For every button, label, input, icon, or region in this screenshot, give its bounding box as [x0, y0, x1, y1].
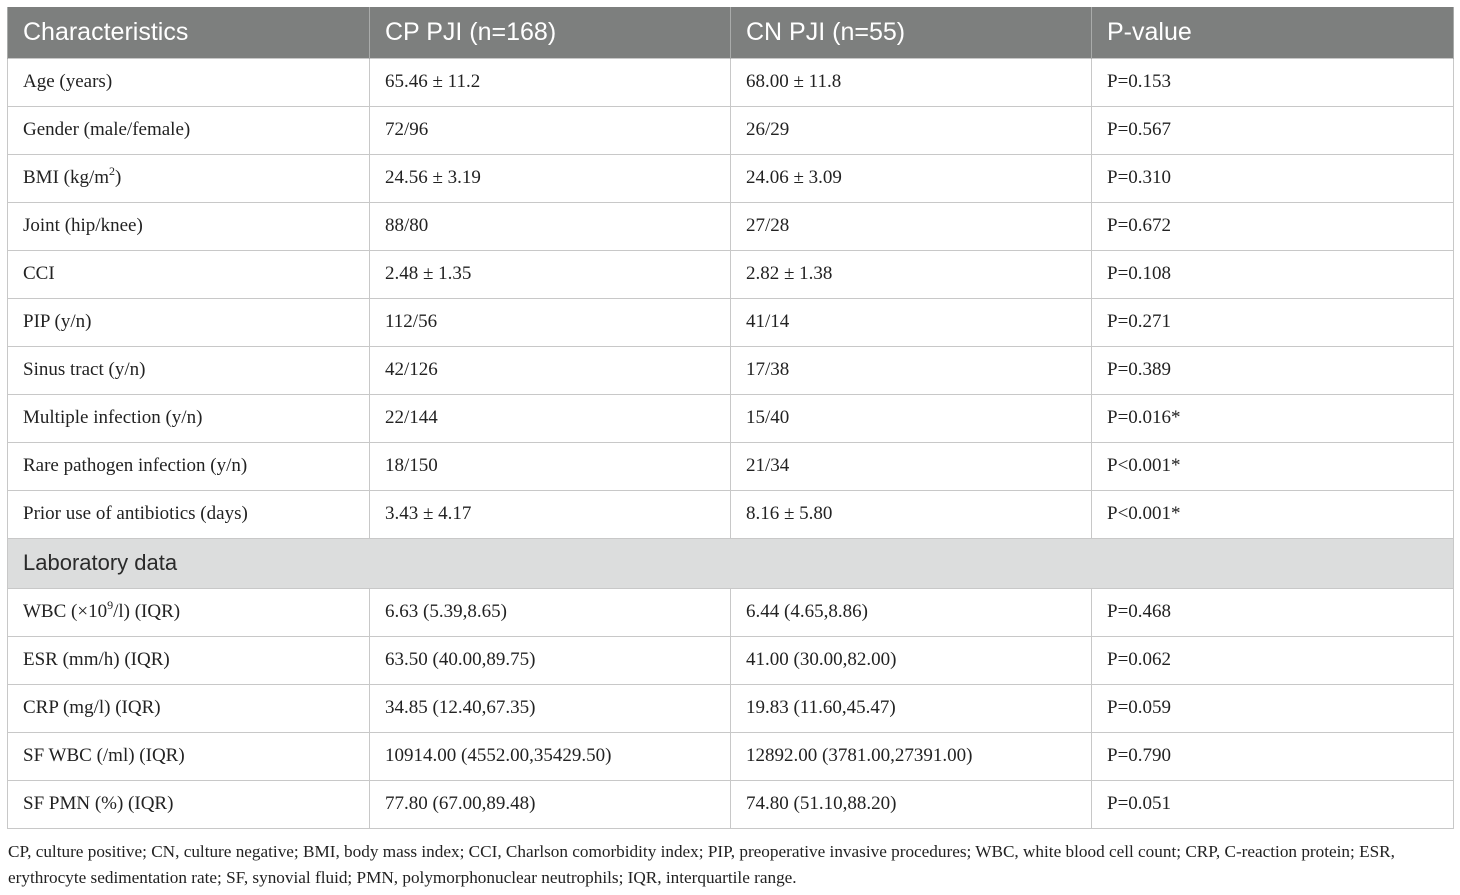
cn-value: 2.82 ± 1.38	[731, 250, 1092, 298]
row-label: Joint (hip/knee)	[8, 202, 370, 250]
p-value: P=0.108	[1092, 250, 1454, 298]
table-row	[8, 732, 1454, 780]
header-p-value: P-value	[1092, 7, 1454, 58]
row-label-text: WBC (×10	[23, 601, 108, 622]
row-label: Prior use of antibiotics (days)	[8, 490, 370, 538]
p-value: P<0.001*	[1092, 442, 1454, 490]
cn-value: 68.00 ± 11.8	[731, 58, 1092, 106]
row-label: PIP (y/n)	[8, 298, 370, 346]
cn-value: 12892.00 (3781.00,27391.00)	[731, 732, 1092, 780]
table-row	[8, 394, 1454, 442]
superscript: 2	[109, 164, 116, 178]
row-label: Age (years)	[8, 58, 370, 106]
p-value: P=0.271	[1092, 298, 1454, 346]
cn-value: 41.00 (30.00,82.00)	[731, 636, 1092, 684]
row-label-text-end: /l) (IQR)	[113, 601, 181, 622]
row-label-text-end: )	[115, 167, 122, 188]
header-cp-pji: CP PJI (n=168)	[370, 7, 731, 58]
cn-value: 27/28	[731, 202, 1092, 250]
table-row	[8, 780, 1454, 828]
p-value: P=0.672	[1092, 202, 1454, 250]
header-row	[8, 7, 1454, 58]
cp-value: 3.43 ± 4.17	[370, 490, 731, 538]
p-value: P=0.059	[1092, 684, 1454, 732]
cp-value: 42/126	[370, 346, 731, 394]
table-row	[8, 490, 1454, 538]
cp-value: 34.85 (12.40,67.35)	[370, 684, 731, 732]
row-label: Rare pathogen infection (y/n)	[8, 442, 370, 490]
p-value: P=0.310	[1092, 154, 1454, 202]
characteristics-table-container	[7, 7, 1453, 829]
cn-value: 17/38	[731, 346, 1092, 394]
row-label	[8, 154, 370, 202]
p-value: P=0.790	[1092, 732, 1454, 780]
cn-value: 15/40	[731, 394, 1092, 442]
row-label: SF PMN (%) (IQR)	[8, 780, 370, 828]
cn-value: 8.16 ± 5.80	[731, 490, 1092, 538]
cp-value: 22/144	[370, 394, 731, 442]
section-row-laboratory-data	[8, 538, 1454, 588]
cn-value: 6.44 (4.65,8.86)	[731, 588, 1092, 636]
table-row	[8, 588, 1454, 636]
cp-value: 65.46 ± 11.2	[370, 58, 731, 106]
row-label: Multiple infection (y/n)	[8, 394, 370, 442]
cp-value: 6.63 (5.39,8.65)	[370, 588, 731, 636]
cn-value: 21/34	[731, 442, 1092, 490]
table-row	[8, 346, 1454, 394]
superscript: 9	[107, 598, 114, 612]
cp-value: 77.80 (67.00,89.48)	[370, 780, 731, 828]
cp-value: 10914.00 (4552.00,35429.50)	[370, 732, 731, 780]
row-label: Gender (male/female)	[8, 106, 370, 154]
cp-value: 72/96	[370, 106, 731, 154]
table-row	[8, 442, 1454, 490]
table-row	[8, 684, 1454, 732]
p-value: P=0.051	[1092, 780, 1454, 828]
cp-value: 112/56	[370, 298, 731, 346]
p-value: P<0.001*	[1092, 490, 1454, 538]
cp-value: 18/150	[370, 442, 731, 490]
section-heading: Laboratory data	[8, 538, 1454, 588]
p-value: P=0.153	[1092, 58, 1454, 106]
cp-value: 88/80	[370, 202, 731, 250]
cn-value: 41/14	[731, 298, 1092, 346]
table-row	[8, 298, 1454, 346]
cp-value: 63.50 (40.00,89.75)	[370, 636, 731, 684]
row-label-text: BMI (kg/m	[23, 167, 110, 188]
table-row	[8, 636, 1454, 684]
cn-value: 26/29	[731, 106, 1092, 154]
table-row	[8, 202, 1454, 250]
row-label: CCI	[8, 250, 370, 298]
row-label: SF WBC (/ml) (IQR)	[8, 732, 370, 780]
row-label: Sinus tract (y/n)	[8, 346, 370, 394]
table-footnote: CP, culture positive; CN, culture negative; BMI, body mass index; CCI, Charlson comorbidity index; PIP, preoperative invasive procedures; WBC, white blood cell count; CRP, C-reaction protein; ESR, erythrocyte sedimentation rate; SF, synovial fluid; PMN, polymorphonuclear neutrophils; IQR, interquartile range.	[8, 842, 1395, 887]
table-row	[8, 250, 1454, 298]
cn-value: 19.83 (11.60,45.47)	[731, 684, 1092, 732]
p-value: P=0.016*	[1092, 394, 1454, 442]
table-row	[8, 106, 1454, 154]
characteristics-table	[7, 7, 1454, 829]
header-characteristics: Characteristics	[8, 7, 370, 58]
row-label	[8, 588, 370, 636]
cn-value: 24.06 ± 3.09	[731, 154, 1092, 202]
row-label: ESR (mm/h) (IQR)	[8, 636, 370, 684]
row-label: CRP (mg/l) (IQR)	[8, 684, 370, 732]
p-value: P=0.468	[1092, 588, 1454, 636]
p-value: P=0.567	[1092, 106, 1454, 154]
table-row	[8, 154, 1454, 202]
cn-value: 74.80 (51.10,88.20)	[731, 780, 1092, 828]
table-row	[8, 58, 1454, 106]
p-value: P=0.062	[1092, 636, 1454, 684]
header-cn-pji: CN PJI (n=55)	[731, 7, 1092, 58]
cp-value: 24.56 ± 3.19	[370, 154, 731, 202]
p-value: P=0.389	[1092, 346, 1454, 394]
cp-value: 2.48 ± 1.35	[370, 250, 731, 298]
